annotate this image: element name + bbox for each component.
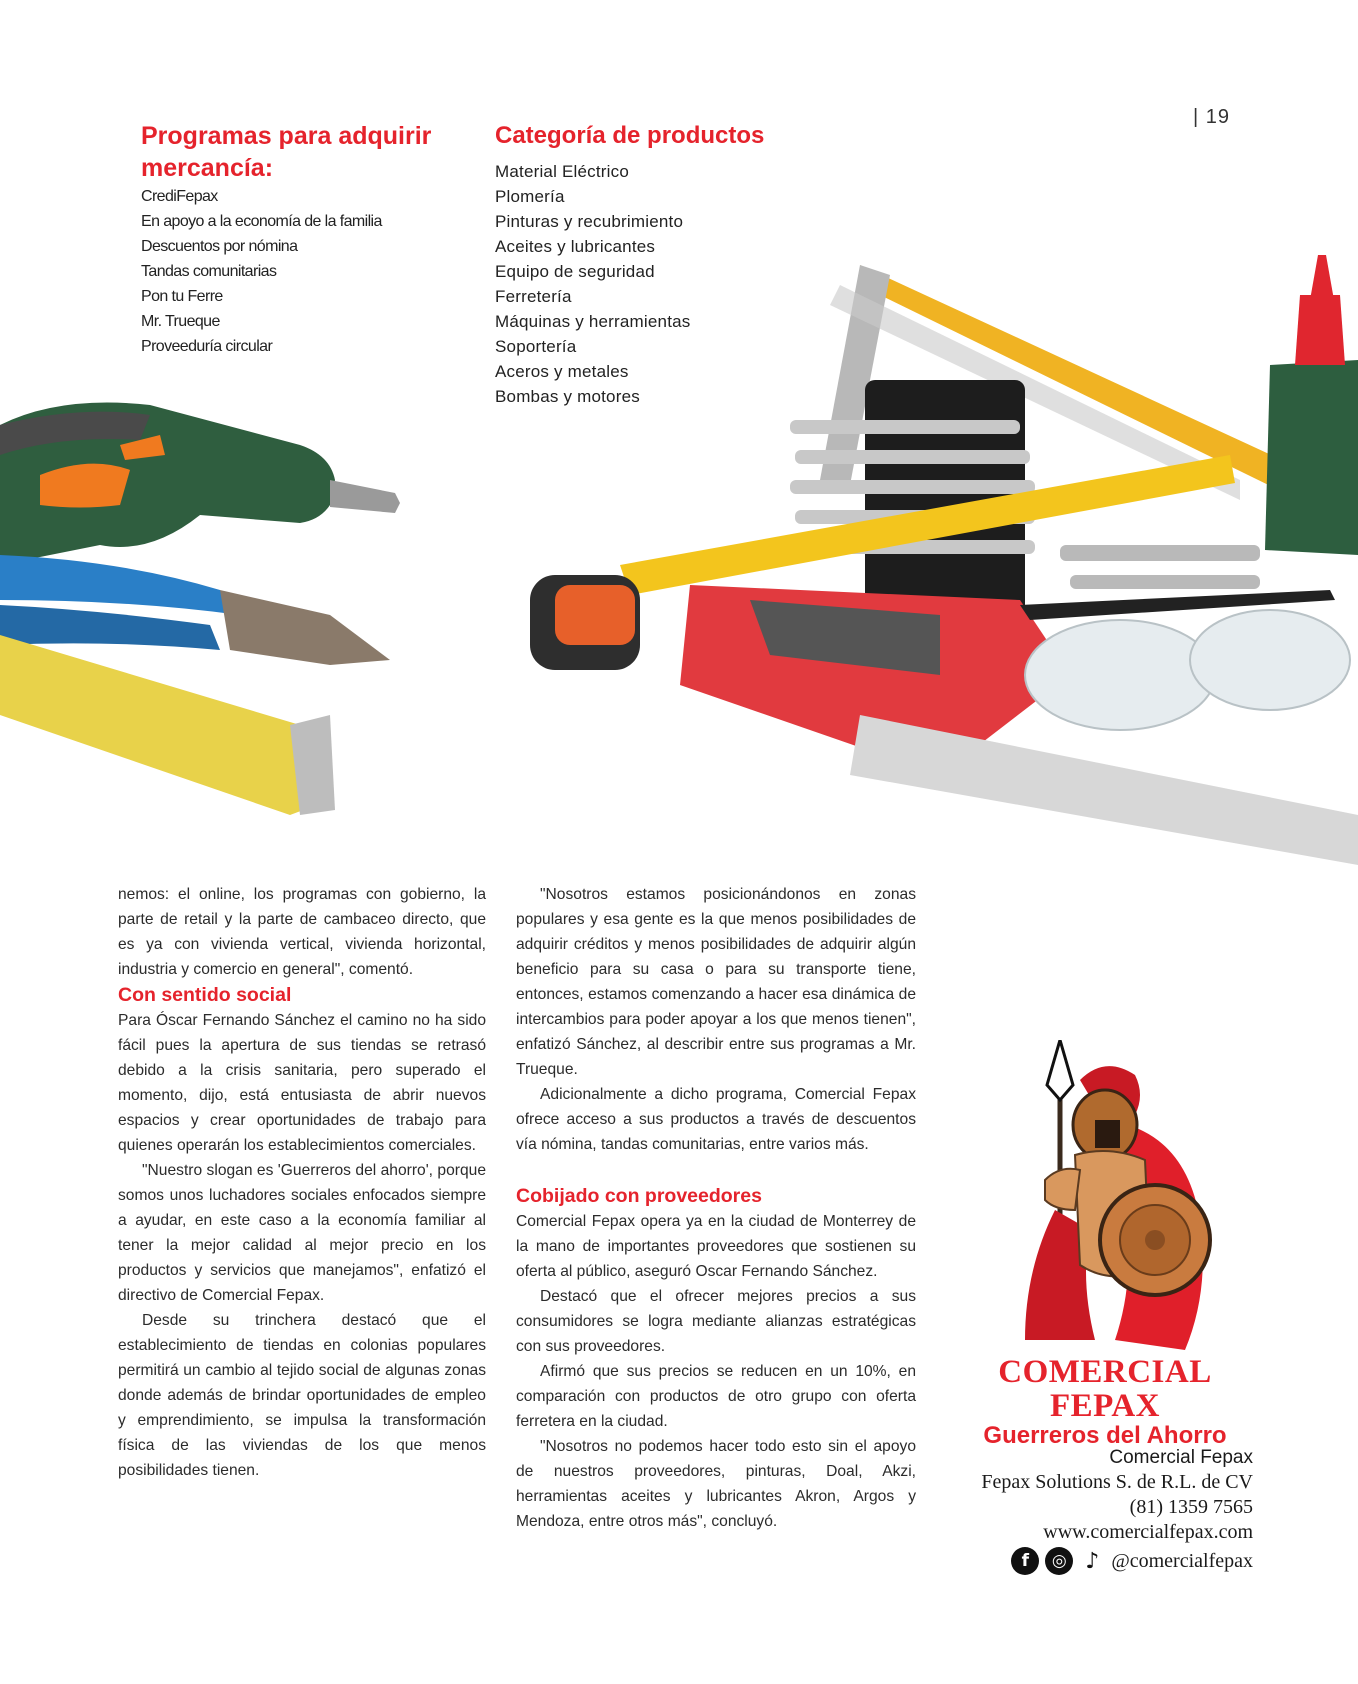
paragraph: "Nuestro slogan es 'Guerreros del ahorro', porque somos unos luchadores sociales enfocados siempre a ayudar, en este caso a la economía familiar al tener la mejor calidad al mejor precio en los productos y servicios que manejamos", enfatizó el directivo de Comercial Fepax. (118, 1162, 486, 1304)
list-item: Equipo de seguridad (495, 262, 655, 281)
brand-name: COMERCIAL FEPAX (998, 1354, 1212, 1424)
social-handle[interactable]: @comercialfepax (1111, 1549, 1253, 1572)
list-item: Plomería (495, 187, 565, 206)
article-column-1 (118, 882, 486, 1483)
list-item: Pinturas y recubrimiento (495, 212, 684, 231)
list-item: En apoyo a la economía de la familia (141, 213, 382, 230)
list-item: Ferretería (495, 287, 572, 306)
facebook-icon[interactable]: f (1011, 1547, 1039, 1575)
safety-glasses-icon (1020, 590, 1350, 730)
list-item: Material Eléctrico (495, 162, 629, 181)
brand-block (950, 1355, 1260, 1449)
list-item: Aceites y lubricantes (495, 237, 656, 256)
paragraph: Comercial Fepax opera ya en la ciudad de Monterrey de la mano de importantes proveedores que sostienen su oferta al público, aseguró Oscar Fernando Sánchez. (516, 1213, 916, 1280)
paragraph: Para Óscar Fernando Sánchez el camino no ha sido fácil pues la apertura de sus tiendas se retrasó debido a la crisis sanitaria, pero superado el momento, dijo, está entusiasta de abrir nuevos espacios y crear oportunidades de trabajo para quienes operarán los establecimientos comerciales. (118, 1012, 486, 1154)
bolts-icon (1060, 545, 1260, 589)
list-item: Soportería (495, 337, 577, 356)
paragraph: Afirmó que sus precios se reducen en un 10%, en comparación con productos de otro grupo con oferta ferretera en la ciudad. (516, 1363, 916, 1430)
programs-title: Programas para adquirir mercancía: (141, 122, 432, 182)
paragraph: Destacó que el ofrecer mejores precios a sus consumidores se logra mediante alianzas estratégicas con sus proveedores. (516, 1288, 916, 1355)
paragraph: Adicionalmente a dicho programa, Comercial Fepax ofrece acceso a sus productos a través de descuentos vía nómina, tandas comunitarias, entre varios más. (516, 1086, 916, 1153)
list-item: Descuentos por nómina (141, 238, 298, 255)
list-item: Máquinas y herramientas (495, 312, 691, 331)
contact-phone: (81) 1359 7565 (1129, 1496, 1253, 1518)
list-item: Aceros y metales (495, 362, 629, 381)
list-item: Proveeduría circular (141, 338, 273, 355)
paragraph: nemos: el online, los programas con gobierno, la parte de retail y la parte de cambaceo directo, que es ya con vivienda vertical, vivienda horizontal, industria y comercio en general", comentó. (118, 886, 486, 978)
social-links (900, 1547, 1253, 1575)
pliers-icon (0, 555, 390, 665)
article-column-2 (516, 882, 916, 1534)
contact-legal-name: Fepax Solutions S. de R.L. de CV (981, 1471, 1253, 1493)
section-heading: Con sentido social (118, 984, 292, 1006)
list-item: Tandas comunitarias (141, 263, 277, 280)
tools-photo (0, 255, 1358, 870)
spartan-logo-icon (985, 1040, 1225, 1355)
brand-slogan: Guerreros del Ahorro (983, 1422, 1227, 1449)
drill-icon (0, 403, 400, 566)
categories-title: Categoría de productos (495, 122, 765, 149)
instagram-icon[interactable]: ◎ (1045, 1547, 1073, 1575)
list-item: Bombas y motores (495, 387, 640, 406)
contact-company: Comercial Fepax (1109, 1447, 1253, 1468)
glue-bottle-icon (1265, 255, 1358, 555)
tape-measure-icon (0, 635, 335, 815)
section-heading: Cobijado con proveedores (516, 1185, 762, 1207)
list-item: CrediFepax (141, 188, 218, 205)
paragraph: Desde su trinchera destacó que el establecimiento de tiendas en colonias populares permitirá un cambio al tejido social de algunas zonas donde además de brindar oportunidades de empleo y emprendimiento, se impulsa la transformación física de las viviendas de los que menos posibilidades tienen. (118, 1312, 486, 1479)
paragraph: "Nosotros estamos posicionándonos en zonas populares y esa gente es la que menos posibilidades de adquirir créditos y menos posibilidades de adquirir algún beneficio para su casa o para su transporte tiene, entonces, estamos comenzando a hacer esa dinámica de intercambios para poder apoyar a los que menos tienen", enfatizó Sánchez, al describir entre sus programas a Mr. Trueque. (516, 886, 916, 1078)
contact-website[interactable]: www.comercialfepax.com (1043, 1521, 1253, 1543)
page-number: | 19 (1193, 106, 1230, 128)
list-item: Pon tu Ferre (141, 288, 223, 305)
tiktok-icon[interactable]: ♪ (1085, 1548, 1100, 1574)
paragraph: "Nosotros no podemos hacer todo esto sin el apoyo de nuestros proveedores, pinturas, Doal, Akzi, herramientas aceites y lubricantes Akron, Argos y Mendoza, entre otros más", concluyó. (516, 1438, 916, 1530)
list-item: Mr. Trueque (141, 313, 220, 330)
contact-block (900, 1445, 1253, 1575)
